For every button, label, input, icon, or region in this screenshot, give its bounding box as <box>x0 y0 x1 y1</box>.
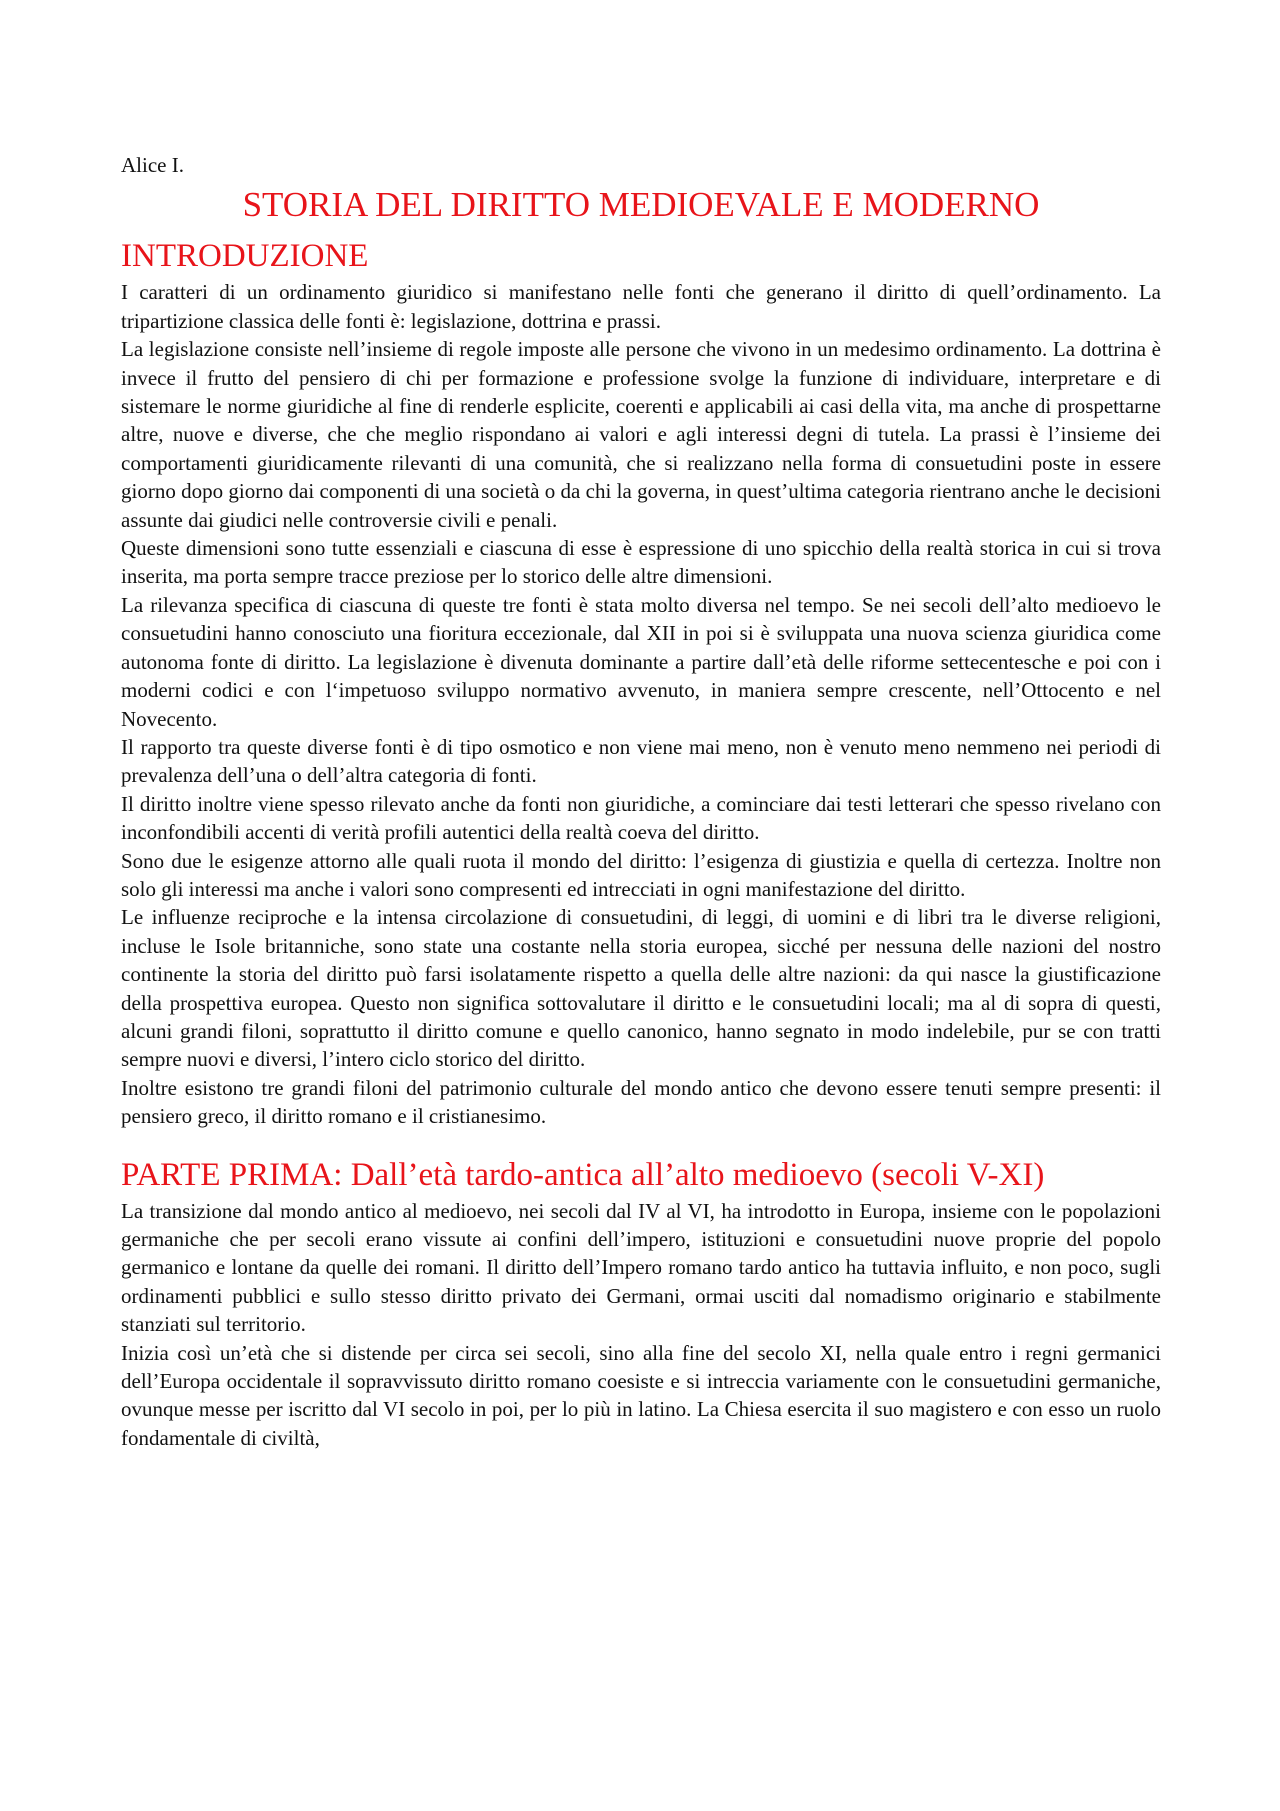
paragraph: I caratteri di un ordinamento giuridico si manifestano nelle fonti che generano il diritto di quell’ordinamento. La tripartizione classica delle fonti è: legislazione, dottrina e prassi. <box>121 280 1161 333</box>
paragraph: Le influenze reciproche e la intensa circolazione di consuetudini, di leggi, di uomini e di libri tra le diverse religioni, incluse le Isole britanniche, sono state una costante nella storia europea, sicché per nessuna delle nazioni del nostro continente la storia del diritto può farsi isolatamente rispetto a quella delle altre nazioni: da qui nasce la giustificazione della prospettiva europea. Questo non significa sottovalutare il diritto e le consuetudini locali; ma al di sopra di questi, alcuni grandi filoni, soprattutto il diritto comune e quello canonico, hanno segnato in modo indelebile, pur se con tratti sempre nuovi e diversi, l’intero ciclo storico del diritto. <box>121 905 1161 1072</box>
paragraph: La rilevanza specifica di ciascuna di queste tre fonti è stata molto diversa nel tempo. Se nei secoli dell’alto medioevo le consuetudini hanno conosciuto una fioritura eccezionale, dal XII in poi si è sviluppata una nuova scienza giuridica come autonoma fonte di diritto. La legislazione è divenuta dominante a partire dall’età delle riforme settecentesche e poi con i moderni codici e con l‘impetuoso sviluppo normativo avvenuto, in maniera sempre crescente, nell’Ottocento e nel Novecento. <box>121 592 1161 731</box>
section-introduzione <box>121 234 1161 1130</box>
paragraph: Sono due le esigenze attorno alle quali ruota il mondo del diritto: l’esigenza di giustizia e quella di certezza. Inoltre non solo gli interessi ma anche i valori sono compresenti ed intrecciati in ogni manifestazione del diritto. <box>121 848 1161 901</box>
document-body <box>121 151 1161 1452</box>
section-heading: INTRODUZIONE <box>121 238 369 275</box>
paragraph: Il diritto inoltre viene spesso rilevato anche da fonti non giuridiche, a cominciare dai testi letterari che spesso rivelano con inconfondibili accenti di verità profili autentici della realtà coeva del diritto. <box>121 791 1161 845</box>
section-heading: PARTE PRIMA: Dall’età tardo-antica all’alto medioevo (secoli V-XI) <box>121 1156 1045 1193</box>
paragraph: Il rapporto tra queste diverse fonti è di tipo osmotico e non viene mai meno, non è venuto meno nemmeno nei periodi di prevalenza dell’una o dell’altra categoria di fonti. <box>121 734 1161 788</box>
document-title: STORIA DEL DIRITTO MEDIOEVALE E MODERNO <box>242 185 1040 225</box>
section-parte-prima <box>121 1153 1161 1453</box>
paragraph: Inoltre esistono tre grandi filoni del patrimonio culturale del mondo antico che devono essere tenuti sempre presenti: il pensiero greco, il diritto romano e il cristianesimo. <box>121 1075 1161 1129</box>
paragraph: La transizione dal mondo antico al medioevo, nei secoli dal IV al VI, ha introdotto in Europa, insieme con le popolazioni germaniche che per secoli erano vissute ai confini dell’impero, istituzioni e consuetudini nuove proprie del popolo germanico e lontane da quelle dei romani. Il diritto dell’Impero romano tardo antico ha tuttavia influito, e non poco, sugli ordinamenti pubblici e sullo stesso diritto privato dei Germani, ormai usciti dal nomadismo originario e stabilmente stanziati sul territorio. <box>121 1198 1161 1337</box>
paragraph: La legislazione consiste nell’insieme di regole imposte alle persone che vivono in un medesimo ordinamento. La dottrina è invece il frutto del pensiero di chi per formazione e professione svolge la funzione di individuare, interpretare e di sistemare le norme giuridiche al fine di renderle esplicite, coerenti e applicabili ai casi della vita, ma anche di prospettarne altre, nuove e diverse, che che meglio rispondano ai valori e agli interessi degni di tutela. La prassi è l’insieme dei comportamenti giuridicamente rilevanti di una comunità, che si realizzano nella forma di consuetudini poste in essere giorno dopo giorno dai componenti di una società o da chi la governa, in quest’ultima categoria rientrano anche le decisioni assunte dai giudici nelle controversie civili e penali. <box>121 337 1161 532</box>
paragraph: Inizia così un’età che si distende per circa sei secoli, sino alla fine del secolo XI, nella quale entro i regni germanici dell’Europa occidentale il sopravvissuto diritto romano coesiste e si intreccia variamente con le consuetudini germaniche, ovunque messe per iscritto dal VI secolo in poi, per lo più in latino. La Chiesa esercita il suo magistero e con esso un ruolo fondamentale di civiltà, <box>121 1340 1161 1450</box>
paragraph: Queste dimensioni sono tutte essenziali e ciascuna di esse è espressione di uno spicchio della realtà storica in cui si trova inserita, ma porta sempre tracce preziose per lo storico delle altre dimensioni. <box>121 536 1161 589</box>
author-name: Alice I. <box>121 153 184 177</box>
